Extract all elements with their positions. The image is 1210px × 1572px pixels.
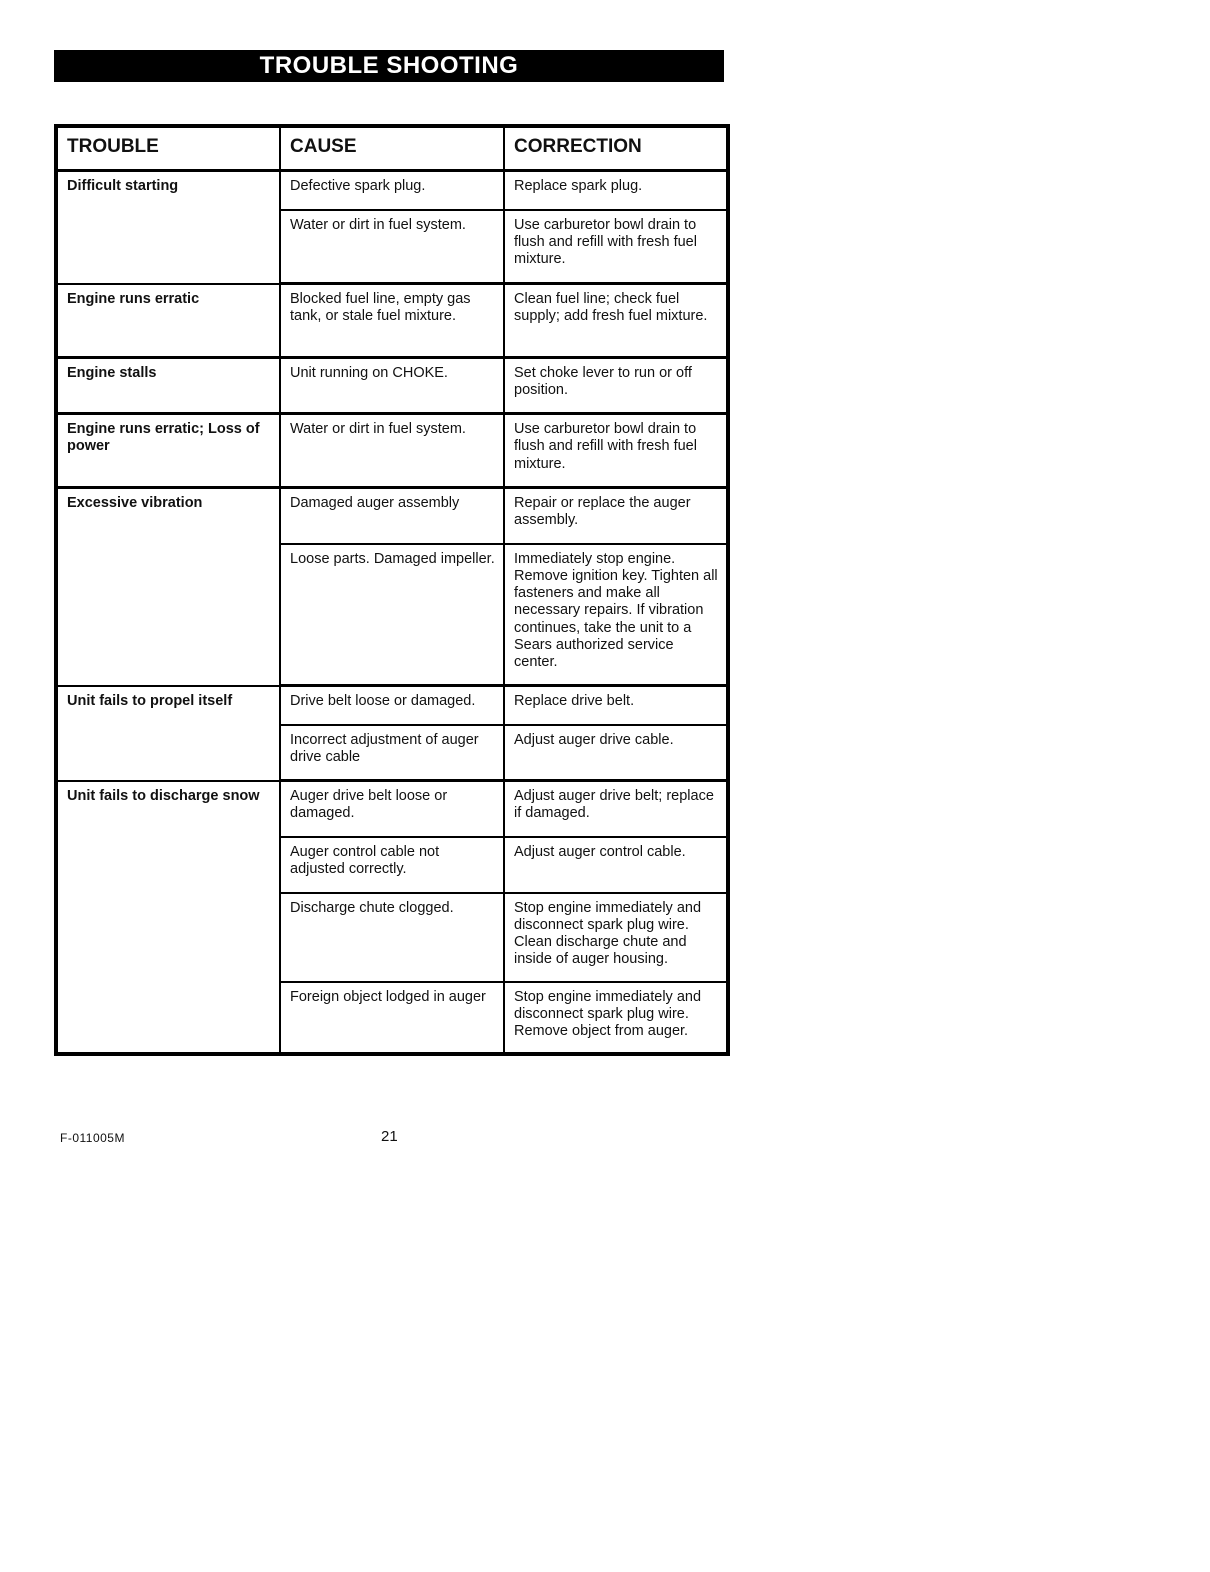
- table-row: [56, 686, 728, 725]
- table-header-row: [56, 126, 728, 171]
- table-row: [56, 171, 728, 210]
- troubleshooting-table: [54, 124, 730, 1056]
- correction-cell: Stop engine immediately and disconnect spark plug wire. Clean discharge chute and inside of auger housing.: [504, 893, 728, 982]
- cause-cell: Auger drive belt loose or damaged.: [280, 781, 504, 837]
- table-row: [56, 358, 728, 414]
- column-header-cause: CAUSE: [280, 126, 504, 171]
- correction-cell: Clean fuel line; check fuel supply; add fresh fuel mixture.: [504, 284, 728, 358]
- trouble-cell: Engine runs erratic: [56, 284, 280, 358]
- correction-cell: Set choke lever to run or off position.: [504, 358, 728, 414]
- cause-cell: Damaged auger assembly: [280, 488, 504, 544]
- correction-cell: Use carburetor bowl drain to flush and refill with fresh fuel mixture.: [504, 414, 728, 488]
- page-title: TROUBLE SHOOTING: [54, 50, 724, 82]
- cause-cell: Defective spark plug.: [280, 171, 504, 210]
- cause-cell: Water or dirt in fuel system.: [280, 210, 504, 284]
- correction-cell: Replace spark plug.: [504, 171, 728, 210]
- correction-cell: Stop engine immediately and disconnect spark plug wire. Remove object from auger.: [504, 982, 728, 1054]
- trouble-cell: Engine stalls: [56, 358, 280, 414]
- cause-cell: Blocked fuel line, empty gas tank, or stale fuel mixture.: [280, 284, 504, 358]
- correction-cell: Immediately stop engine. Remove ignition key. Tighten all fasteners and make all necessary repairs. If vibration continues, take the unit to a Sears authorized service center.: [504, 544, 728, 686]
- cause-cell: Unit running on CHOKE.: [280, 358, 504, 414]
- correction-cell: Adjust auger drive cable.: [504, 725, 728, 781]
- document-code: F-011005M: [60, 1131, 125, 1145]
- correction-cell: Use carburetor bowl drain to flush and refill with fresh fuel mixture.: [504, 210, 728, 284]
- cause-cell: Foreign object lodged in auger: [280, 982, 504, 1054]
- table-row: [56, 414, 728, 488]
- trouble-cell: Difficult starting: [56, 171, 280, 284]
- trouble-cell: Engine runs erratic; Loss of power: [56, 414, 280, 488]
- cause-cell: Auger control cable not adjusted correctly.: [280, 837, 504, 893]
- column-header-trouble: TROUBLE: [56, 126, 280, 171]
- table-row: [56, 284, 728, 358]
- correction-cell: Replace drive belt.: [504, 686, 728, 725]
- correction-cell: Adjust auger drive belt; replace if damaged.: [504, 781, 728, 837]
- trouble-cell: Unit fails to propel itself: [56, 686, 280, 781]
- table-row: [56, 781, 728, 837]
- correction-cell: Adjust auger control cable.: [504, 837, 728, 893]
- cause-cell: Incorrect adjustment of auger drive cable: [280, 725, 504, 781]
- table-row: [56, 488, 728, 544]
- cause-cell: Discharge chute clogged.: [280, 893, 504, 982]
- trouble-cell: Excessive vibration: [56, 488, 280, 686]
- cause-cell: Loose parts. Damaged impeller.: [280, 544, 504, 686]
- page-number: 21: [381, 1128, 398, 1145]
- column-header-correction: CORRECTION: [504, 126, 728, 171]
- table-body: [56, 171, 728, 1054]
- cause-cell: Water or dirt in fuel system.: [280, 414, 504, 488]
- trouble-cell: Unit fails to discharge snow: [56, 781, 280, 1054]
- correction-cell: Repair or replace the auger assembly.: [504, 488, 728, 544]
- cause-cell: Drive belt loose or damaged.: [280, 686, 504, 725]
